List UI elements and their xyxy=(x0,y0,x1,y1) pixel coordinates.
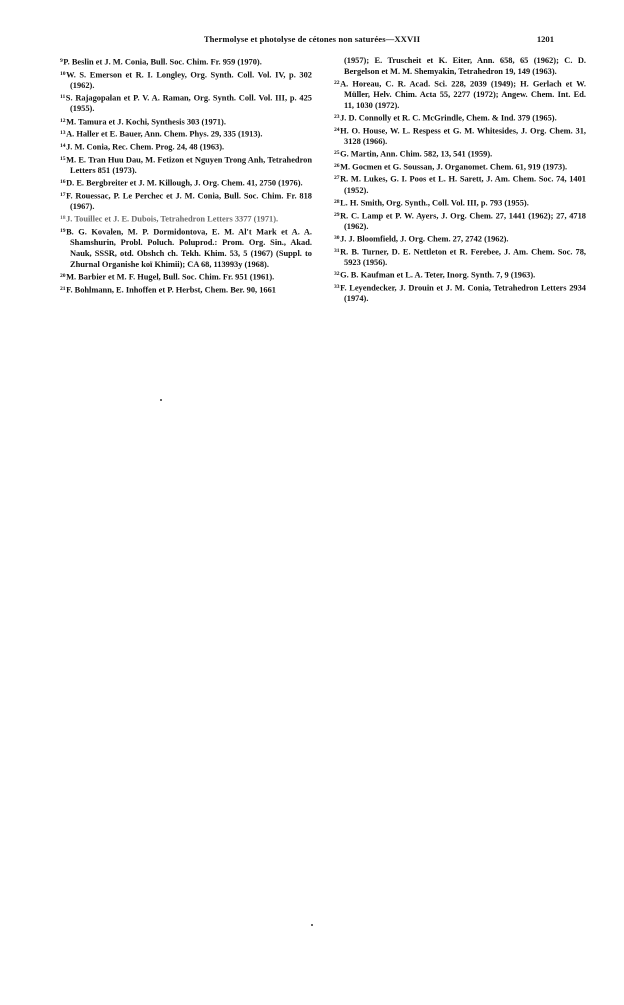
reference-text: L. H. Smith, Org. Synth., Coll. Vol. III, p. 793 (1955). xyxy=(340,198,529,208)
reference-text: J. M. Conia, Rec. Chem. Prog. 24, 48 (1963). xyxy=(66,142,225,152)
reference-17 xyxy=(60,190,312,213)
reference-number: 31 xyxy=(334,247,340,254)
references-left-column xyxy=(60,56,312,296)
reference-11 xyxy=(60,92,312,115)
reference-number: 14 xyxy=(60,143,66,150)
reference-number: 16 xyxy=(60,179,66,186)
scan-speck xyxy=(311,924,313,926)
reference-number: 10 xyxy=(60,70,66,77)
reference-28 xyxy=(334,197,586,209)
reference-27 xyxy=(334,173,586,196)
reference-text: F. Rouessac, P. Le Perchec et J. M. Conia, Bull. Soc. Chim. Fr. 818 (1967). xyxy=(66,191,312,212)
reference-26 xyxy=(334,161,586,173)
reference-text: B. G. Kovalen, M. P. Dormidontova, E. M. Al't Mark et A. A. Shamshurin, Probl. Poluch. Poluprod.: Prom. Org. Sin., Akad. Nauk, SSSR, otd. Obshch ch. Tekh. Khim. 53, 5 (1967) (Suppl. to Zhurnal Organishe koï Khimii); CA 68, 113993y (1968). xyxy=(66,227,312,269)
reference-24 xyxy=(334,125,586,148)
reference-text: M. Barbier et M. F. Hugel, Bull. Soc. Chim. Fr. 951 (1961). xyxy=(66,272,275,282)
reference-20 xyxy=(60,271,312,283)
reference-number: 25 xyxy=(334,149,340,156)
reference-text: R. C. Lamp et P. W. Ayers, J. Org. Chem. 27, 1441 (1962); 27, 4718 (1962). xyxy=(340,211,586,231)
reference-number: 20 xyxy=(60,272,66,279)
reference-text: R. M. Lukes, G. I. Poos et L. H. Sarett, J. Am. Chem. Soc. 74, 1401 (1952). xyxy=(340,175,586,195)
reference-14 xyxy=(60,141,312,153)
reference-22 xyxy=(334,78,586,111)
reference-number: 17 xyxy=(60,192,66,199)
reference-31 xyxy=(334,246,586,269)
reference-30 xyxy=(334,233,586,245)
reference-text: S. Rajagopalan et P. V. A. Raman, Org. Synth. Coll. Vol. III, p. 425 (1955). xyxy=(65,93,312,114)
reference-text: G. Martin, Ann. Chim. 582, 13, 541 (1959). xyxy=(340,149,493,159)
reference-10 xyxy=(60,69,312,92)
running-title: Thermolyse et photolyse de cétones non saturées—XXVII xyxy=(203,34,421,44)
reference-number: 19 xyxy=(60,228,66,235)
reference-number: 18 xyxy=(60,215,66,222)
reference-text: M. E. Tran Huu Dau, M. Fetizon et Nguyen Trong Anh, Tetrahedron Letters 851 (1973). xyxy=(66,155,312,176)
reference-text: F. Leyendecker, J. Drouin et J. M. Conia, Tetrahedron Letters 2934 (1974). xyxy=(340,283,586,304)
reference-number: 15 xyxy=(60,155,66,162)
running-header xyxy=(60,34,564,48)
reference-text: W. S. Emerson et R. I. Longley, Org. Synth. Coll. Vol. IV, p. 302 (1962). xyxy=(66,70,312,90)
reference-number: 28 xyxy=(334,198,340,205)
reference-number: 30 xyxy=(334,235,340,241)
reference-9 xyxy=(60,56,312,68)
reference-text: J. Touillec et J. E. Dubois, Tetrahedron Letters 3377 (1971). xyxy=(66,215,279,224)
page-number: 1201 xyxy=(536,34,554,44)
reference-21-continuation: (1957); E. Truscheit et K. Eiter, Ann. 658, 65 (1962); C. D. Bergelson et M. M. Shemyakin, Tetrahedron 19, 149 (1963). xyxy=(344,56,586,76)
reference-text: P. Beslin et J. M. Conia, Bull. Soc. Chim. Fr. 959 (1970). xyxy=(63,57,262,67)
reference-number: 26 xyxy=(334,162,340,169)
reference-19 xyxy=(60,226,312,270)
reference-text: A. Haller et E. Bauer, Ann. Chem. Phys. 29, 335 (1913). xyxy=(66,129,263,139)
reference-32 xyxy=(334,269,586,281)
reference-number: 12 xyxy=(60,117,66,124)
scan-speck xyxy=(160,399,162,401)
reference-number: 23 xyxy=(334,113,340,120)
reference-number: 27 xyxy=(334,175,340,182)
reference-text: M. Tamura et J. Kochi, Synthesis 303 (1971). xyxy=(66,117,226,127)
reference-18 xyxy=(60,213,312,225)
reference-number: 29 xyxy=(334,211,340,218)
references-right-column xyxy=(334,56,586,305)
reference-number: 21 xyxy=(60,285,66,292)
reference-text: H. O. House, W. L. Respess et G. M. Whitesides, J. Org. Chem. 31, 3128 (1966). xyxy=(340,126,586,146)
reference-15 xyxy=(60,154,312,177)
reference-29 xyxy=(334,210,586,233)
reference-number: 9 xyxy=(60,58,63,64)
reference-25 xyxy=(334,148,586,160)
reference-text: D. E. Bergbreiter et J. M. Killough, J. Org. Chem. 41, 2750 (1976). xyxy=(66,178,303,188)
reference-text: A. Horeau, C. R. Acad. Sci. 228, 2039 (1949); H. Gerlach et W. Müller, Helv. Chim. Acta 55, 2277 (1972); Angew. Chem. Int. Ed. 11, 1030 (1972). xyxy=(340,79,586,110)
reference-number: 32 xyxy=(334,271,340,278)
reference-text: J. J. Bloomfield, J. Org. Chem. 27, 2742 (1962). xyxy=(340,234,509,244)
reference-number: 11 xyxy=(60,94,66,101)
reference-number: 24 xyxy=(334,126,340,133)
reference-text: F. Bohlmann, E. Inhoffen et P. Herbst, Chem. Ber. 90, 1661 xyxy=(66,285,276,295)
reference-text: G. B. Kaufman et L. A. Teter, Inorg. Synth. 7, 9 (1963). xyxy=(340,270,536,280)
reference-21 xyxy=(60,284,312,296)
reference-text: J. D. Connolly et R. C. McGrindle, Chem. & Ind. 379 (1965). xyxy=(340,113,557,123)
reference-23 xyxy=(334,112,586,124)
reference-number: 33 xyxy=(334,283,340,290)
reference-text: R. B. Turner, D. E. Nettleton et R. Ferebee, J. Am. Chem. Soc. 78, 5923 (1956). xyxy=(340,247,586,267)
reference-33 xyxy=(334,282,586,305)
reference-12 xyxy=(60,116,312,128)
reference-text: M. Gocmen et G. Soussan, J. Organomet. Chem. 61, 919 (1973). xyxy=(340,162,568,172)
reference-number: 13 xyxy=(60,130,66,137)
reference-number: 22 xyxy=(334,79,340,86)
reference-13 xyxy=(60,128,312,140)
reference-16 xyxy=(60,177,312,189)
